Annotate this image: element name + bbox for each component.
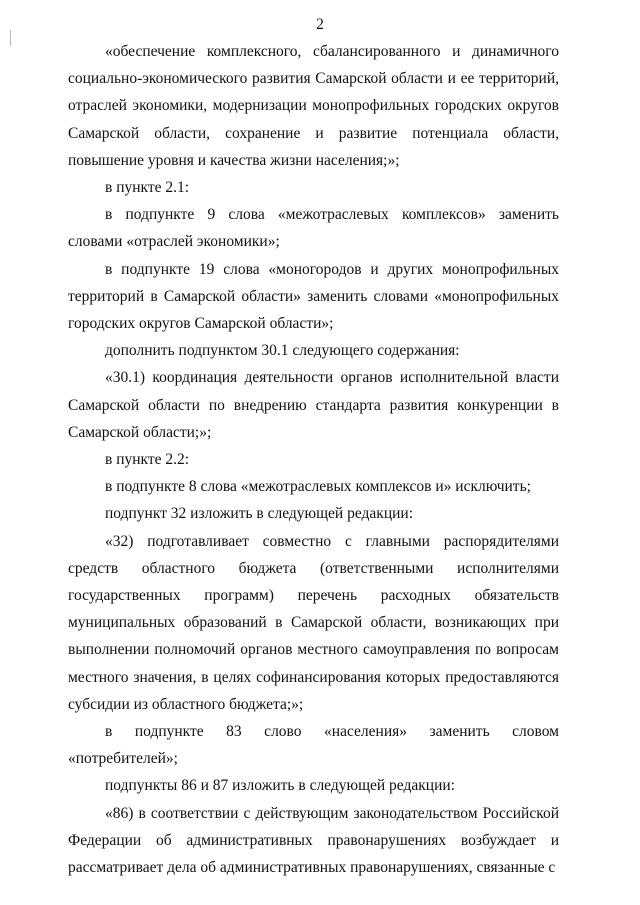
paragraph-add-30-1: дополнить подпунктом 30.1 следующего содержания: [105,342,460,360]
paragraph-point-2-2: в пункте 2.2: [105,451,190,469]
paragraph-subpoint-8: в подпункте 8 слова «межотраслевых комплексов и» исключить; [105,478,531,496]
paragraph-goal-text: «обеспечение комплексного, сбалансированного и динамичного социально-экономического развития Самарской области и ее территорий, отраслей экономики, модернизации монопрофильных городских округов Самарской области, сохранение и развитие потенциала области, повышение уровня и качества жизни населения;»; [68,43,559,169]
document-body [68,38,559,881]
paragraph-subpoint-32-intro: подпункт 32 изложить в следующей редакции: [105,505,414,523]
paragraph-subpoints-86-87-intro: подпункты 86 и 87 изложить в следующей редакции: [105,777,455,795]
page-number: 2 [316,16,324,33]
paragraph-30-1-text: «30.1) координация деятельности органов исполнительной власти Самарской области по внедрению стандарта развития конкуренции в Самарской области;»; [68,369,559,441]
paragraph-subpoint-9: в подпункте 9 слова «межотраслевых комплексов» заменить словами «отраслей экономики»; [68,206,559,251]
paragraph-subpoint-83: в подпункте 83 слово «населения» заменить словом «потребителей»; [68,723,559,768]
paragraph-32-text: «32) подготавливает совместно с главными распорядителями средств областного бюджета (ответственными исполнителями государственных программ) перечень расходных обязательств муниципальных образований в Самарской области, возникающих при выполнении полномочий органов местного самоуправления по вопросам местного значения, в целях софинансирования которых предоставляются субсидии из областного бюджета;»; [68,532,559,713]
paragraph-point-2-1: в пункте 2.1: [105,179,190,197]
paragraph-86-text: «86) в соответствии с действующим законодательством Российской Федерации об административных правонарушениях возбуждает и рассматривает дела об административных правонарушениях, связанные с [68,804,559,877]
paragraph-subpoint-19: в подпункте 19 слова «моногородов и других монопрофильных территорий в Самарской области» заменить словами «монопрофильных городских округов Самарской области»; [68,260,559,333]
